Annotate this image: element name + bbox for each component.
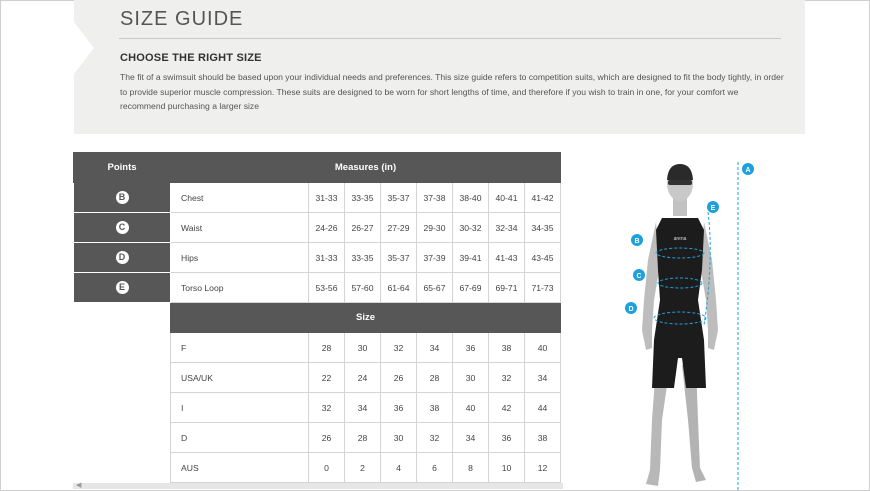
value-cell: 10 [489, 453, 525, 483]
value-cell: 31-33 [309, 183, 345, 213]
value-cell: 38 [417, 393, 453, 423]
value-cell: 28 [345, 423, 381, 453]
value-cell: 61-64 [381, 273, 417, 303]
point-badge: C [116, 221, 129, 234]
value-cell: 12 [525, 453, 561, 483]
marker-b-label: B [634, 238, 640, 245]
value-cell: 43-45 [525, 243, 561, 273]
value-cell: 38-40 [453, 183, 489, 213]
empty-cell [74, 423, 171, 453]
point-cell [74, 183, 171, 213]
value-cell: 34 [453, 423, 489, 453]
marker-c-label: C [636, 273, 642, 280]
value-cell: 0 [309, 453, 345, 483]
value-cell: 38 [489, 333, 525, 363]
size-guide-description: The fit of a swimsuit should be based upon your individual needs and preferences. This size guide refers to competition suits, which are designed to fit the body tightly, in order to provide superior muscle compression. These suits are designed to be worn for short lengths of time, and therefore if you wish to train in one, for your comfort we recommend purchasing a larger size [120, 72, 784, 111]
value-cell: 32 [381, 333, 417, 363]
swim-cap [667, 164, 693, 180]
value-cell: 30 [381, 423, 417, 453]
value-cell: 40-41 [489, 183, 525, 213]
value-cell: 26 [381, 363, 417, 393]
value-cell: 35-37 [381, 243, 417, 273]
size-table [73, 152, 561, 483]
value-cell: 6 [417, 453, 453, 483]
value-cell: 32 [417, 423, 453, 453]
value-cell: 39-41 [453, 243, 489, 273]
size-section-header: Size [171, 303, 561, 333]
point-badge: D [116, 251, 129, 264]
section-subtitle: CHOOSE THE RIGHT SIZE [120, 52, 262, 64]
value-cell: 31-33 [309, 243, 345, 273]
row-label: Hips [171, 243, 309, 273]
value-cell: 30 [453, 363, 489, 393]
point-cell [74, 243, 171, 273]
value-cell: 40 [453, 393, 489, 423]
value-cell: 57-60 [345, 273, 381, 303]
value-cell: 36 [381, 393, 417, 423]
table-row [74, 273, 561, 303]
value-cell: 67-69 [453, 273, 489, 303]
value-cell: 24-26 [309, 213, 345, 243]
table-row [74, 333, 561, 363]
marker-d-label: D [628, 306, 634, 313]
value-cell: 33-35 [345, 243, 381, 273]
value-cell: 36 [489, 423, 525, 453]
table-row [74, 363, 561, 393]
value-cell: 34-35 [525, 213, 561, 243]
row-label: Chest [171, 183, 309, 213]
value-cell: 30-32 [453, 213, 489, 243]
marker-e-label: E [710, 205, 716, 212]
swimsuit [652, 218, 706, 388]
value-cell: 38 [525, 423, 561, 453]
value-cell: 71-73 [525, 273, 561, 303]
value-cell: 34 [525, 363, 561, 393]
value-cell: 4 [381, 453, 417, 483]
empty-cell [74, 303, 171, 333]
value-cell: 28 [309, 333, 345, 363]
value-cell: 26-27 [345, 213, 381, 243]
empty-cell [74, 453, 171, 483]
table-row [74, 183, 561, 213]
value-cell: 34 [417, 333, 453, 363]
swimsuit-brand-label: arena [673, 236, 687, 242]
value-cell: 40 [525, 333, 561, 363]
size-header-row [74, 303, 561, 333]
value-cell: 32-34 [489, 213, 525, 243]
title-divider [119, 38, 781, 39]
value-cell: 41-43 [489, 243, 525, 273]
value-cell: 27-29 [381, 213, 417, 243]
value-cell: 37-38 [417, 183, 453, 213]
point-badge: B [116, 191, 129, 204]
points-column-header: Points [74, 153, 171, 183]
value-cell: 24 [345, 363, 381, 393]
marker-a-label: A [745, 167, 751, 174]
header-notch-decoration [74, 22, 94, 74]
value-cell: 33-35 [345, 183, 381, 213]
point-cell [74, 213, 171, 243]
value-cell: 30 [345, 333, 381, 363]
value-cell: 35-37 [381, 183, 417, 213]
goggles [668, 180, 692, 185]
value-cell: 8 [453, 453, 489, 483]
table-row [74, 213, 561, 243]
value-cell: 42 [489, 393, 525, 423]
scroll-left-arrow-icon[interactable]: ◀ [76, 482, 82, 489]
measures-column-header: Measures (in) [171, 153, 561, 183]
row-label: Torso Loop [171, 273, 309, 303]
value-cell: 69-71 [489, 273, 525, 303]
table-header-row [74, 153, 561, 183]
page-title: SIZE GUIDE [120, 8, 244, 30]
value-cell: 36 [453, 333, 489, 363]
value-cell: 37-39 [417, 243, 453, 273]
row-label: AUS [171, 453, 309, 483]
value-cell: 65-67 [417, 273, 453, 303]
table-row [74, 393, 561, 423]
value-cell: 28 [417, 363, 453, 393]
value-cell: 44 [525, 393, 561, 423]
value-cell: 41-42 [525, 183, 561, 213]
empty-cell [74, 333, 171, 363]
point-cell [74, 273, 171, 303]
table-row [74, 453, 561, 483]
value-cell: 32 [309, 393, 345, 423]
value-cell: 32 [489, 363, 525, 393]
empty-cell [74, 363, 171, 393]
value-cell: 29-30 [417, 213, 453, 243]
row-label: I [171, 393, 309, 423]
value-cell: 34 [345, 393, 381, 423]
value-cell: 26 [309, 423, 345, 453]
value-cell: 2 [345, 453, 381, 483]
empty-cell [74, 393, 171, 423]
horizontal-scrollbar[interactable] [73, 483, 563, 489]
point-badge: E [116, 281, 129, 294]
value-cell: 22 [309, 363, 345, 393]
row-label: F [171, 333, 309, 363]
row-label: D [171, 423, 309, 453]
row-label: Waist [171, 213, 309, 243]
row-label: USA/UK [171, 363, 309, 393]
table-row [74, 243, 561, 273]
swimmer-measurement-figure [600, 150, 760, 491]
table-row [74, 423, 561, 453]
value-cell: 53-56 [309, 273, 345, 303]
